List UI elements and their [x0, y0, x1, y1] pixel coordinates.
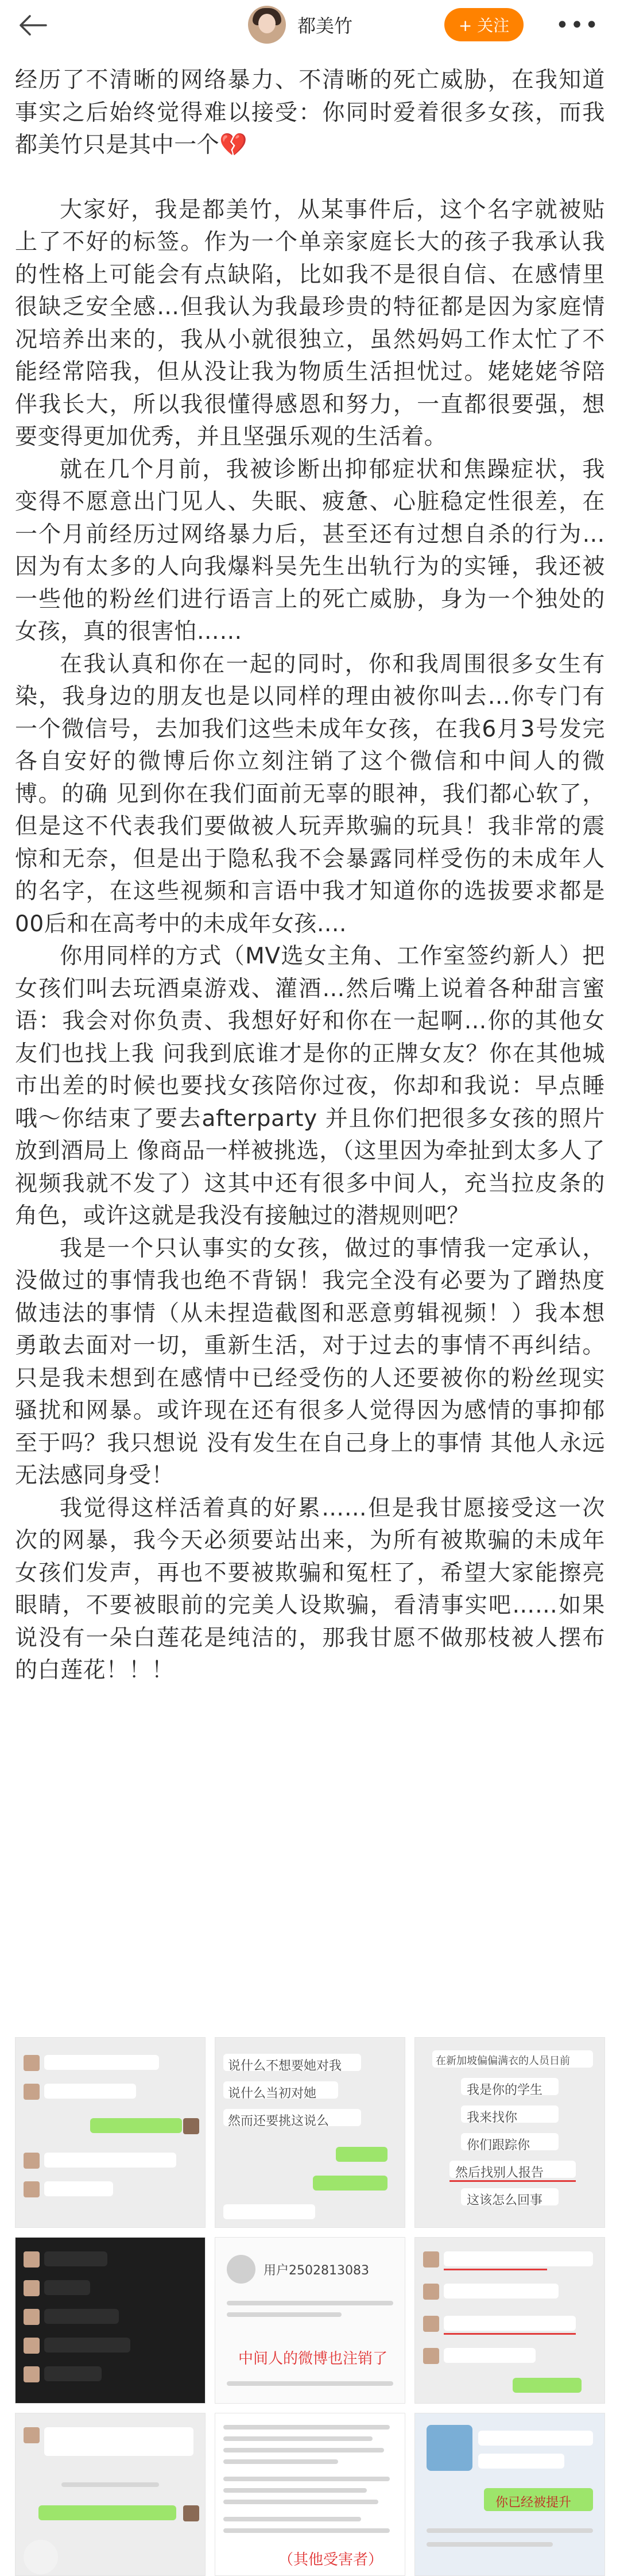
- post-paragraph: 就在几个月前，我被诊断出抑郁症状和焦躁症状，我变得不愿意出门见人、失眠、疲惫、心脏稳定性很差，在一个月前经历过网络暴力后，甚至还有过想自杀的行为…因为有太多的人向我爆料吴先生出轨行为的实锤，我还被一些他的粉丝们进行语言上的死亡威胁，身为一个独处的女孩，真的很害怕……: [15, 456, 605, 645]
- post-paragraph-intro: 经历了不清晰的网络暴力、不清晰的死亡威胁，在我知道事实之后始终觉得难以接受：你同时爱着很多女孩，而我都美竹只是其中一个💔: [15, 67, 605, 158]
- back-button[interactable]: [15, 8, 49, 43]
- top-bar: [0, 0, 620, 51]
- username[interactable]: 都美竹: [297, 15, 353, 37]
- photo-chat-screenshot-7[interactable]: [15, 2413, 206, 2576]
- photo-chat-screenshot-1[interactable]: [15, 2037, 206, 2228]
- photo-weibo-profile-screenshot[interactable]: 用户2502813083 中间人的微博也注销了: [215, 2237, 405, 2404]
- post-paragraph: 大家好，我是都美竹，从某事件后，这个名字就被贴上了不好的标签。作为一个单亲家庭长大的孩子我承认我的性格上可能会有点缺陷，比如我不是很自信、在感情里很缺乏安全感…但我认为我最珍贵的特征都是因为家庭情况培养出来的，我从小就很独立，虽然妈妈工作太忙了不能经常陪我，但从没让我为物质生活担忧过。姥姥姥爷陪伴我长大，所以我很懂得感恩和努力，一直都很要强，想要变得更加优秀，并且坚强乐观的生活着。: [15, 196, 605, 450]
- post-paragraph: 在我认真和你在一起的同时，你和我周围很多女生有染，我身边的朋友也是以同样的理由被你叫去…你专门有一个微信号，去加我们这些未成年女孩，在我6月3号发完各自安好的微博后你立刻注销了这个微信和中间人的微博。的确 见到你在我们面前无辜的眼神，我们都心软了，但是这不代表我们要做被人玩弄欺骗的玩具！我非常的震惊和无奈，但是出于隐私我不会暴露同样受伤的未成年人的名字，在这些视频和言语中我才知道你的选拔要求都是00后和在高考中的未成年女孩....: [15, 651, 605, 937]
- photo-chat-screenshot-2[interactable]: 说什么不想要她对我 说什么当初对她 然而还要挑这说么: [215, 2037, 405, 2228]
- photo-chat-screenshot-6[interactable]: [414, 2237, 605, 2404]
- photo-chat-screenshot-3[interactable]: 在新加坡偏偏满衣的人员日前 我是你的学生 我来找你 你们跟踪你 然后找别人报告 这该怎么回事: [414, 2037, 605, 2228]
- photo-chat-screenshot-9[interactable]: 你已经被提升: [414, 2413, 605, 2576]
- broken-heart-icon: 💔: [219, 132, 248, 158]
- follow-button[interactable]: + 关注: [444, 8, 524, 41]
- avatar[interactable]: [248, 6, 286, 44]
- photo-grid: [15, 2037, 605, 2576]
- photo-chat-screenshot-8[interactable]: （其他受害者）: [215, 2413, 405, 2576]
- back-arrow-icon: [17, 14, 47, 37]
- post-paragraph: 我觉得这样活着真的好累……但是我甘愿接受这一次次的网暴，我今天必须要站出来，为所有被欺骗的未成年女孩们发声，再也不要被欺骗和冤枉了，希望大家能擦亮眼睛，不要被眼前的完美人设欺骗，看清事实吧……如果说没有一朵白莲花是纯洁的，那我甘愿不做那枝被人摆布的白莲花！！！: [15, 1495, 605, 1683]
- post-body: [15, 64, 605, 1687]
- post-paragraph: 你用同样的方式（MV选女主角、工作室签约新人）把女孩们叫去玩酒桌游戏、灌酒…然后嘴上说着各种甜言蜜语：我会对你负责、我想好好和你在一起啊…你的其他女友们也找上我 问我到底谁才是你的正牌女友？你在其他城市出差的时候也要找女孩陪你过夜，你却和我说：早点睡哦～你结束了要去afterparty 并且你们把很多女孩的照片放到酒局上 像商品一样被挑选，（这里因为牵扯到太多人了视频我就不发了）这其中还有很多中间人，充当拉皮条的角色，或许这就是我没有接触过的潜规则吧？: [15, 943, 605, 1229]
- photo-chat-screenshot-4[interactable]: [15, 2237, 206, 2404]
- post-paragraph: 我是一个只认事实的女孩，做过的事情我一定承认，没做过的事情我也绝不背锅！我完全没有必要为了蹭热度做违法的事情（从未捏造截图和恶意剪辑视频！）我本想勇敢去面对一切，重新生活，对于过去的事情不再纠结。只是我未想到在感情中已经受伤的人还要被你的粉丝现实骚扰和网暴。或许现在还有很多人觉得因为感情的事抑郁 至于吗？我只想说 没有发生在自己身上的事情 其他人永远无法感同身受！: [15, 1235, 605, 1488]
- more-options-button[interactable]: •••: [555, 12, 600, 38]
